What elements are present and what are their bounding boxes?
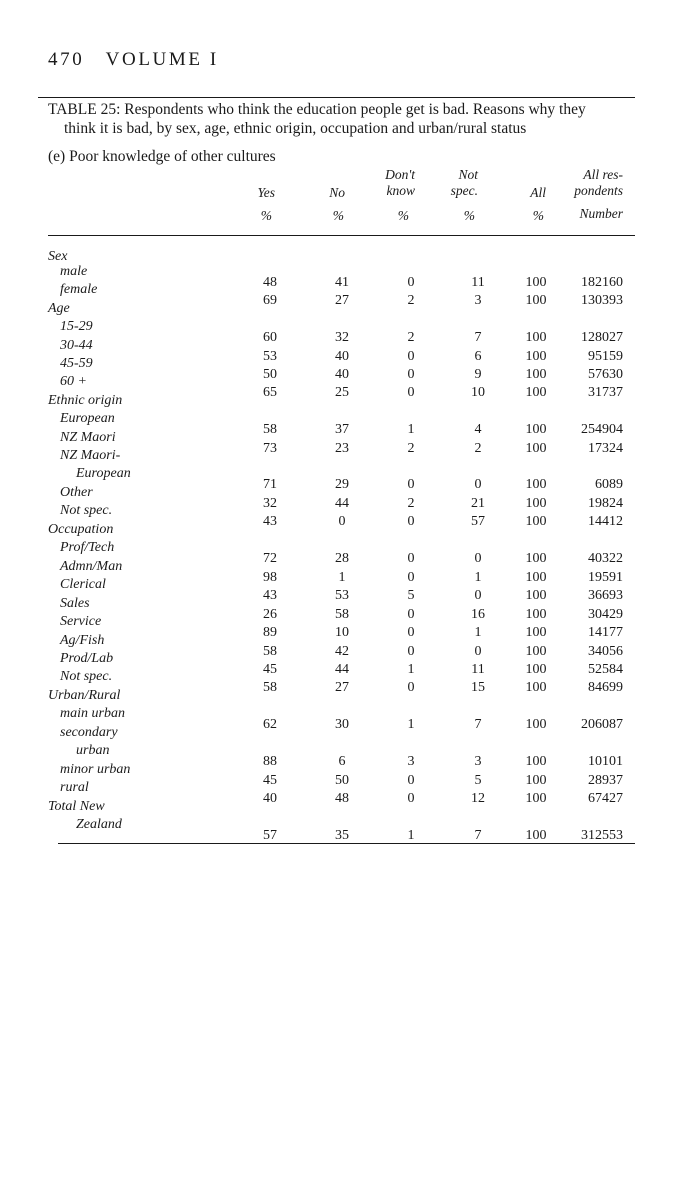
table-cell: 100 xyxy=(525,293,547,308)
table-cell: 100 xyxy=(525,588,547,603)
row-label: male xyxy=(60,264,88,279)
table-cell: 6 xyxy=(338,754,346,769)
table-cell: 45 xyxy=(263,662,277,677)
page-header xyxy=(48,49,219,71)
row-label: Prod/Lab xyxy=(60,651,114,666)
table-cell: 100 xyxy=(525,330,547,345)
table-cell: 58 xyxy=(335,607,349,622)
row-label: Not spec. xyxy=(60,669,113,684)
table-cell: 0 xyxy=(474,644,482,659)
table-cell: 50 xyxy=(335,773,349,788)
table-cell: 2 xyxy=(474,441,482,456)
table-cell: 32 xyxy=(263,496,277,511)
row-label: 45-59 xyxy=(60,356,93,371)
table-cell: 28 xyxy=(335,551,349,566)
table-cell: 182160 xyxy=(581,275,623,290)
table-cell: 3 xyxy=(474,293,482,308)
table-cell: 35 xyxy=(335,828,349,843)
page-number: 470 xyxy=(48,49,85,70)
table-cell: 37 xyxy=(335,422,349,437)
table-cell: 53 xyxy=(263,349,277,364)
table-cell: 62 xyxy=(263,717,277,732)
table-cell: 45 xyxy=(263,773,277,788)
table-cell: 10 xyxy=(471,385,485,400)
table-cell: 0 xyxy=(407,607,415,622)
row-label: female xyxy=(60,282,98,297)
table-cell: 100 xyxy=(525,477,547,492)
table-cell: 0 xyxy=(407,551,415,566)
table-cell: 11 xyxy=(471,275,485,290)
header-dontknow-unit: % xyxy=(397,208,409,223)
table-cell: 3 xyxy=(474,754,482,769)
header-number-unit: Number xyxy=(579,206,623,221)
table-cell: 0 xyxy=(338,514,346,529)
row-group-label: Sex xyxy=(48,249,68,264)
row-label: rural xyxy=(60,780,89,795)
table-cell: 0 xyxy=(407,773,415,788)
table-cell: 312553 xyxy=(581,828,623,843)
table-cell: 16 xyxy=(471,607,485,622)
volume-label: VOLUME I xyxy=(105,49,219,70)
table-cell: 100 xyxy=(525,367,547,382)
table-cell: 100 xyxy=(525,496,547,511)
table-cell: 19824 xyxy=(588,496,623,511)
table-cell: 84699 xyxy=(588,680,623,695)
table-cell: 28937 xyxy=(588,773,623,788)
table-cell: 53 xyxy=(335,588,349,603)
table-cell: 17324 xyxy=(588,441,623,456)
table-cell: 52584 xyxy=(588,662,623,677)
row-label: Sales xyxy=(60,596,90,611)
table-cell: 100 xyxy=(525,717,547,732)
table-cell: 6089 xyxy=(595,477,623,492)
row-label: 30-44 xyxy=(60,338,93,353)
table-cell: 100 xyxy=(525,773,547,788)
table-cell: 14412 xyxy=(588,514,623,529)
table-cell: 7 xyxy=(474,330,482,345)
table-cell: 2 xyxy=(407,293,415,308)
row-label: main urban xyxy=(60,706,125,721)
table-cell: 40 xyxy=(335,367,349,382)
table-cell: 0 xyxy=(474,551,482,566)
row-label: 60 + xyxy=(60,374,87,389)
header-dontknow-2: know xyxy=(386,183,415,198)
row-group-label: Occupation xyxy=(48,522,114,537)
table-cell: 15 xyxy=(471,680,485,695)
table-cell: 30429 xyxy=(588,607,623,622)
table-cell: 31737 xyxy=(588,385,623,400)
header-no: No xyxy=(329,185,345,200)
table-cell: 43 xyxy=(263,588,277,603)
header-rule xyxy=(48,235,635,236)
table-subtitle: (e) Poor knowledge of other cultures xyxy=(48,148,276,165)
row-label: NZ Maori- xyxy=(60,448,121,463)
header-notspec-unit: % xyxy=(463,208,475,223)
row-label: Ag/Fish xyxy=(60,633,105,648)
table-cell: 0 xyxy=(407,570,415,585)
table-cell: 5 xyxy=(407,588,415,603)
table-cell: 58 xyxy=(263,422,277,437)
header-dontknow-1: Don't xyxy=(385,167,415,182)
table-cell: 100 xyxy=(525,570,547,585)
table-cell: 44 xyxy=(335,496,349,511)
table-cell: 25 xyxy=(335,385,349,400)
table-cell: 100 xyxy=(525,644,547,659)
table-cell: 100 xyxy=(525,551,547,566)
row-label: 15-29 xyxy=(60,319,93,334)
table-cell: 0 xyxy=(407,477,415,492)
table-cell: 98 xyxy=(263,570,277,585)
table-cell: 36693 xyxy=(588,588,623,603)
table-cell: 0 xyxy=(407,791,415,806)
table-cell: 100 xyxy=(525,754,547,769)
table-cell: 2 xyxy=(407,496,415,511)
table-cell: 1 xyxy=(407,828,415,843)
row-group-label: Total New xyxy=(48,799,105,814)
table-cell: 60 xyxy=(263,330,277,345)
row-label: Zealand xyxy=(76,817,122,832)
table-cell: 0 xyxy=(407,349,415,364)
row-label: Clerical xyxy=(60,577,106,592)
header-allresp-2: pondents xyxy=(574,183,623,198)
title-rule xyxy=(38,97,635,98)
table-cell: 58 xyxy=(263,644,277,659)
table-cell: 57630 xyxy=(588,367,623,382)
table-cell: 254904 xyxy=(581,422,623,437)
table-cell: 41 xyxy=(335,275,349,290)
table-cell: 0 xyxy=(407,385,415,400)
row-label: Service xyxy=(60,614,102,629)
table-cell: 1 xyxy=(474,625,482,640)
table-cell: 48 xyxy=(335,791,349,806)
table-cell: 67427 xyxy=(588,791,623,806)
table-cell: 1 xyxy=(338,570,346,585)
table-cell: 27 xyxy=(335,680,349,695)
row-label: secondary xyxy=(60,725,118,740)
table-cell: 50 xyxy=(263,367,277,382)
table-cell: 0 xyxy=(407,367,415,382)
table-cell: 14177 xyxy=(588,625,623,640)
table-cell: 12 xyxy=(471,791,485,806)
table-cell: 2 xyxy=(407,330,415,345)
table-cell: 27 xyxy=(335,293,349,308)
table-cell: 100 xyxy=(525,625,547,640)
row-group-label: Age xyxy=(48,301,70,316)
table-cell: 57 xyxy=(263,828,277,843)
header-notspec-2: spec. xyxy=(450,183,478,198)
table-cell: 100 xyxy=(525,422,547,437)
row-group-label: Urban/Rural xyxy=(48,688,121,703)
table-cell: 128027 xyxy=(581,330,623,345)
header-all: All xyxy=(530,185,546,200)
header-allresp-1: All res- xyxy=(583,167,623,182)
table-cell: 100 xyxy=(525,514,547,529)
table-title xyxy=(48,100,638,138)
table-cell: 19591 xyxy=(588,570,623,585)
table-cell: 58 xyxy=(263,680,277,695)
row-label: Not spec. xyxy=(60,503,113,518)
table-cell: 40322 xyxy=(588,551,623,566)
table-cell: 0 xyxy=(407,680,415,695)
row-label: Other xyxy=(60,485,93,500)
table-cell: 71 xyxy=(263,477,277,492)
table-cell: 100 xyxy=(525,791,547,806)
table-cell: 0 xyxy=(407,625,415,640)
table-title-line-1: TABLE 25: Respondents who think the education people get is bad. Reasons why they xyxy=(48,101,586,118)
header-notspec-1: Not xyxy=(458,167,478,182)
table-cell: 10101 xyxy=(588,754,623,769)
row-label: Prof/Tech xyxy=(60,540,115,555)
row-label: European xyxy=(76,466,131,481)
table-cell: 29 xyxy=(335,477,349,492)
table-cell: 40 xyxy=(335,349,349,364)
row-label: NZ Maori xyxy=(60,430,116,445)
row-group-label: Ethnic origin xyxy=(48,393,123,408)
table-cell: 0 xyxy=(474,588,482,603)
table-cell: 100 xyxy=(525,275,547,290)
table-cell: 73 xyxy=(263,441,277,456)
table-cell: 44 xyxy=(335,662,349,677)
table-cell: 206087 xyxy=(581,717,623,732)
table-cell: 40 xyxy=(263,791,277,806)
table-cell: 48 xyxy=(263,275,277,290)
table-cell: 100 xyxy=(525,607,547,622)
table-cell: 7 xyxy=(474,828,482,843)
table-cell: 0 xyxy=(407,275,415,290)
header-all-unit: % xyxy=(532,208,544,223)
table-cell: 89 xyxy=(263,625,277,640)
table-title-line-2: think it is bad, by sex, age, ethnic origin, occupation and urban/rural status xyxy=(64,120,527,137)
row-label: European xyxy=(60,411,115,426)
table-cell: 23 xyxy=(335,441,349,456)
row-label: Admn/Man xyxy=(60,559,123,574)
table-cell: 130393 xyxy=(581,293,623,308)
table-cell: 34056 xyxy=(588,644,623,659)
table-cell: 1 xyxy=(407,717,415,732)
table-cell: 65 xyxy=(263,385,277,400)
table-cell: 57 xyxy=(471,514,485,529)
table-cell: 7 xyxy=(474,717,482,732)
table-cell: 0 xyxy=(474,477,482,492)
table-cell: 100 xyxy=(525,441,547,456)
table-cell: 69 xyxy=(263,293,277,308)
table-cell: 21 xyxy=(471,496,485,511)
table-cell: 100 xyxy=(525,349,547,364)
table-cell: 95159 xyxy=(588,349,623,364)
table-cell: 0 xyxy=(407,514,415,529)
table-cell: 43 xyxy=(263,514,277,529)
table-cell: 100 xyxy=(525,680,547,695)
table-cell: 2 xyxy=(407,441,415,456)
header-no-unit: % xyxy=(332,208,344,223)
bottom-rule xyxy=(58,843,635,844)
table-cell: 3 xyxy=(407,754,415,769)
table-cell: 5 xyxy=(474,773,482,788)
table-cell: 100 xyxy=(525,662,547,677)
table-cell: 10 xyxy=(335,625,349,640)
table-cell: 11 xyxy=(471,662,485,677)
table-cell: 1 xyxy=(407,662,415,677)
table-cell: 0 xyxy=(407,644,415,659)
header-yes: Yes xyxy=(257,185,275,200)
row-label: minor urban xyxy=(60,762,131,777)
table-cell: 1 xyxy=(474,570,482,585)
table-cell: 72 xyxy=(263,551,277,566)
table-cell: 100 xyxy=(525,385,547,400)
header-yes-unit: % xyxy=(260,208,272,223)
table-cell: 26 xyxy=(263,607,277,622)
table-cell: 100 xyxy=(525,828,547,843)
table-cell: 32 xyxy=(335,330,349,345)
table-cell: 42 xyxy=(335,644,349,659)
table-cell: 9 xyxy=(474,367,482,382)
row-label: urban xyxy=(76,743,110,758)
table-cell: 6 xyxy=(474,349,482,364)
table-cell: 30 xyxy=(335,717,349,732)
table-cell: 1 xyxy=(407,422,415,437)
table-cell: 88 xyxy=(263,754,277,769)
table-cell: 4 xyxy=(474,422,482,437)
